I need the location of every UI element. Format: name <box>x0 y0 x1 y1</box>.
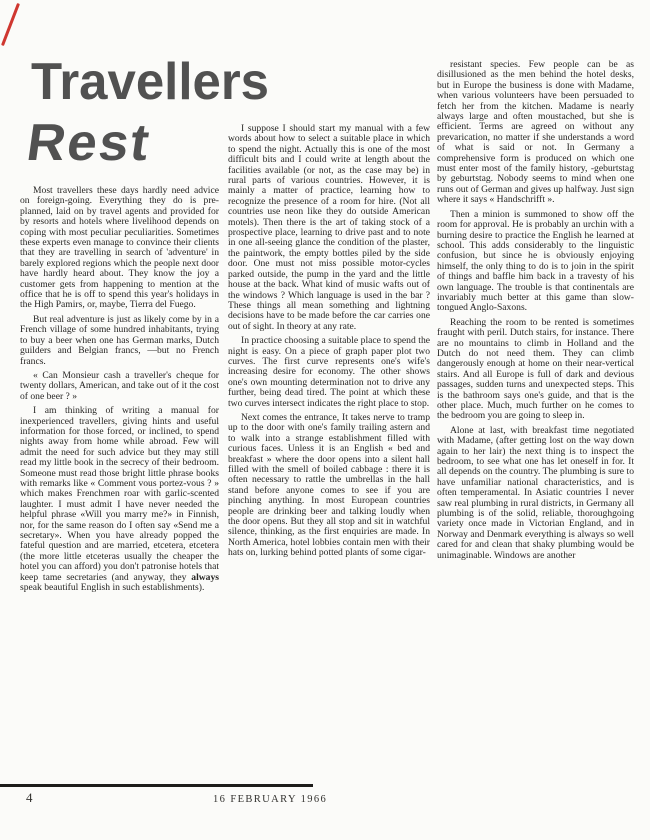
paragraph: Most travellers these days hardly need advice on foreign-going. Everything they do is pre-planned, laid on by travel agents and provided for by resorts and hotels where livelihood depends on coping with most peculiar peculiarities. Sometimes these experts even manage to convince their clients that they are travelling in search of 'adventure' in barely explored regions which the people next door have hardly heard about. They know the joy a customer gets from happening to mention at the office that he is off to spend this year's holidays in the High Pamirs, or, maybe, Tierra del Fuego. <box>20 185 219 311</box>
paragraph: Next comes the entrance, It takes nerve to tramp up to the door with one's family trailing astern and to walk into a strange establishment filled with curious faces. Unless it is an English « bed and breakfast » where the door opens into a silent hall filled with the smell of boiled cabbage : there it is often necessary to rattle the umbrellas in the hall stand before anyone comes to see if you are pinching anything. In most European countries people are drinking beer and talking loudly when the door opens. But they all stop and sit in watchful silence, thinking, as the first enquiries are made. In North America, hotel lobbies contain men with their hats on, lurking behind potted plants of some cigar- <box>228 411 430 559</box>
paragraph: But real adventure is just as likely come by in a French village of some hundred inhabitants, trying to buy a beer when one has German marks, Dutch guilders and Belgian francs, —but no French francs. <box>20 313 219 367</box>
issue-date: 16 FEBRUARY 1966 <box>213 794 328 805</box>
text-column-1 <box>20 186 219 597</box>
paragraph: In practice choosing a suitable place to spend the night is easy. On a piece of graph paper plot two curves. The first curve represents one's wife's increasing desire for economy. The other shows one's own mounting determination not to drive any further, being dead tired. The point at which these two curves intersect indicates the right place to stop. <box>228 335 430 409</box>
paragraph: « Can Monsieur cash a traveller's cheque for twenty dollars, American, and take out of it the cost of one beer ? » <box>20 369 219 402</box>
text-column-2 <box>228 124 430 563</box>
paragraph: resistant species. Few people can be as disillusioned as the men behind the hotel desks, but in Europe the business is done with Madame, when various volunteers have been persuaded to fetch her from the kitchen. Madame is nearly always large and often moustached, but she is efficient. Terms are agreed on without any prevarication, no matter if she understands a word of what is said or not. In Germany a comprehensive form is produced on which one must enter most of the family history, -geburtstag by geburtstag. Nobody seems to mind when one runs out of German and gives up halfway. Just sign where it says « Handschrifft ». <box>437 59 634 206</box>
paragraph: Then a minion is summoned to show off the room for approval. He is probably an urchin with a burning desire to practice the English he learned at school. This adds considerably to the linguistic confusion, but since he is obviously enjoying himself, the only thing to do is to join in the spirit of things and baffle him back in a travesty of his own language. The trouble is that continentals are invariably much better at this game than slow-tongued Anglo-Saxons. <box>437 208 634 314</box>
page-number: 4 <box>26 790 33 805</box>
title-line-2: Rest <box>23 114 155 172</box>
paragraph: Reaching the room to be rented is sometimes fraught with peril. Dutch stairs, for instance. There are no mountains to climb in Holland and the Dutch do not need them. They can climb dangerously enough at home on their near-vertical stairs. And all Europe is full of dark and devious passages, sudden turns and unexpected steps. This is the bathroom says one's guide, and that is the other place. Much, much further on he comes to the bedroom you are going to sleep in. <box>437 316 634 422</box>
paragraph: I am thinking of writing a manual for inexperienced travellers, giving hints and useful information for those forced, or inclined, to spend nights away from home while abroad. Few will admit the need for such advice but they may still read my little book in the secrecy of their bedroom. Someone must read those bright little phrase books with remarks like « Comment vous portez-vous ? » which makes Frenchmen roar with garlic-scented laughter. I must admit I have never needed the helpful phrase «Will you marry me?» in Finnish, nor, for the same reason do I often say «Send me a secretary». When you have already popped the fateful question and are married, etcetera, etcetera (the more little etceteras usually the cheaper the hotel you can afford) you don't patronise hotels that keep tame secretaries (and anyway, they always speak beautiful English in such establishments). <box>20 405 219 594</box>
text-column-3 <box>437 60 634 565</box>
paragraph: I suppose I should start my manual with a few words about how to select a suitable place in which to spend the night. Actually this is one of the most difficult bits and I could write at length about the facilities available (or not, as the case may be) in rural parts of various countries. However, it is mainly a matter of practice, learning how to recognize the presence of a room for hire. (Not all countries use neon like they do outside American motels). Then there is the art of taking stock of a prospective place, learning to drive past and to note in one all-seeing glance the condition of the plaster, the paintwork, the empty bottles piled by the side door. One must not miss possible motor-cycles parked outside, the pump in the yard and the little house at the back. What kind of music wafts out of the windows ? Which language is used in the bar ? These things all mean something and lightning decisions have to be made before the car carries one out of sight. In theory at any rate. <box>228 123 430 332</box>
red-pen-corner-mark <box>1 3 20 46</box>
paragraph: Alone at last, with breakfast time negotiated with Madame, (after getting lost on the way down again to her lair) the next thing is to inspect the bedroom, to see what one has let oneself in for. It all depends on the country. The plumbing is sure to have unfamiliar national characteristics, and is often temperamental. In Asiatic countries I never saw real plumbing in rural districts, in Germany all plumbing is of the solid, reliable, thoroughgoing variety once made in Victorian England, and in Norway and Denmark everything is always so well cared for and clean that shaky plumbing would be unimaginable. Windows are another <box>437 424 634 561</box>
footer-rule <box>0 784 313 787</box>
title-line-1: Travellers <box>31 53 270 111</box>
